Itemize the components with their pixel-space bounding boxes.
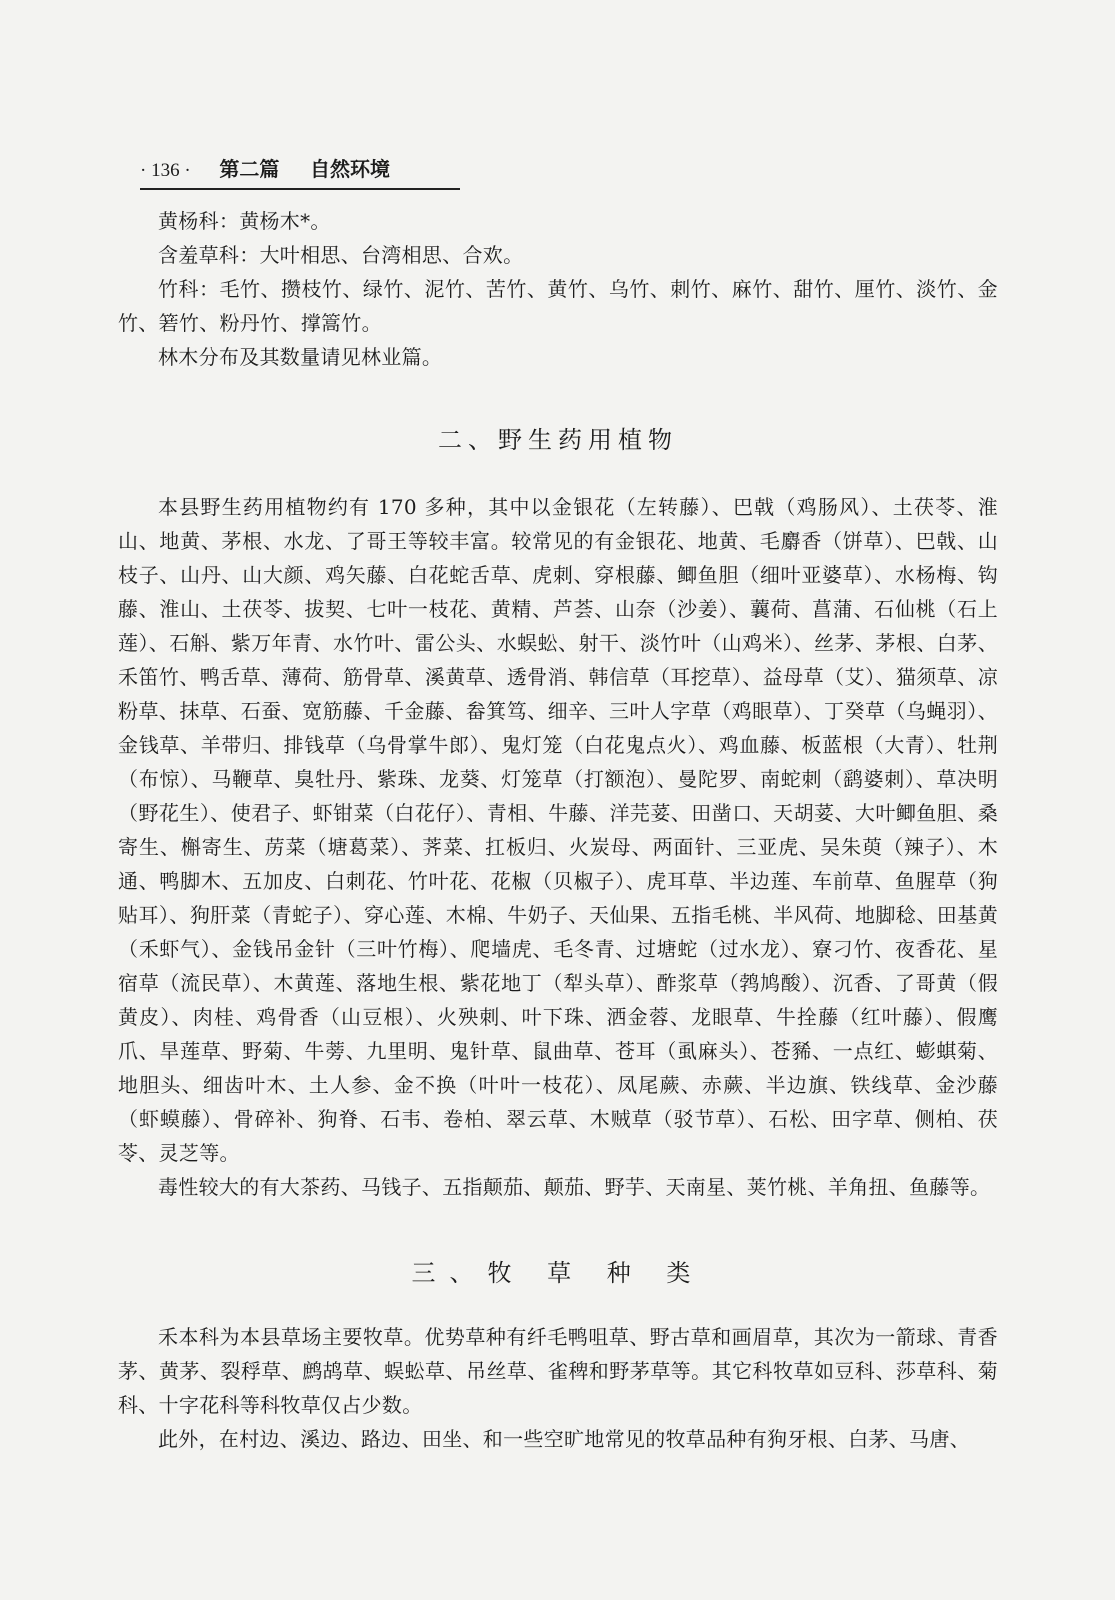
part-title: 第二篇 [219,157,280,181]
forage-grass-block [118,1320,998,1456]
paragraph-toxic-plants: 毒性较大的有大茶药、马钱子、五指颠茄、颠茄、野芋、天南星、荚竹桃、羊角扭、鱼藤等。 [158,1175,991,1199]
intro-block [118,204,998,374]
paragraph-medicinal-list: 本县野生药用植物约有 170 多种，其中以金银花（左转藤）、巴戟（鸡肠风）、土茯苓、淮山、地黄、茅根、水龙、了哥王等较丰富。较常见的有金银花、地黄、毛麝香（饼草）、巴戟、山枝子、山丹、山大颜、鸡矢藤、白花蛇舌草、虎刺、穿根藤、鲫鱼胆（细叶亚婆草）、水杨梅、钩藤、淮山、土茯苓、拔契、七叶一枝花、黄精、芦荟、山奈（沙姜）、蘘荷、菖蒲、石仙桃（石上莲）、石斛、紫万年青、水竹叶、雷公头、水蜈蚣、射干、淡竹叶（山鸡米）、丝茅、茅根、白茅、禾笛竹、鸭舌草、薄荷、筋骨草、溪黄草、透骨消、韩信草（耳挖草）、益母草（艾）、猫须草、凉粉草、抹草、石蚕、宽筋藤、千金藤、畚箕笃、细辛、三叶人字草（鸡眼草）、丁癸草（乌蝇羽）、金钱草、羊带归、排钱草（乌骨掌牛郎）、鬼灯笼（白花鬼点火）、鸡血藤、板蓝根（大青）、牡荆（布惊）、马鞭草、臭牡丹、紫珠、龙葵、灯笼草（打额泡）、曼陀罗、南蛇刺（鹞婆刺）、草决明（野花生）、使君子、虾钳菜（白花仔）、青相、牛藤、洋芫荽、田凿口、天胡荽、大叶鲫鱼胆、桑寄生、槲寄生、苈菜（塘葛菜）、荠菜、扛板归、火炭母、两面针、三亚虎、吴朱萸（辣子）、木通、鸭脚木、五加皮、白刺花、竹叶花、花椒（贝椒子）、虎耳草、半边莲、车前草、鱼腥草（狗贴耳）、狗肝菜（青蛇子）、穿心莲、木棉、牛奶子、天仙果、五指毛桃、半风荷、地脚稔、田基黄（禾虾气）、金钱吊金针（三叶竹梅）、爬墙虎、毛冬青、过塘蛇（过水龙）、寮刁竹、夜香花、星宿草（流民草）、木黄莲、落地生根、紫花地丁（犁头草）、酢浆草（鹁鸠酸）、沉香、了哥黄（假黄皮）、肉桂、鸡骨香（山豆根）、火殃刺、叶下珠、洒金蓉、龙眼草、牛拴藤（红叶藤）、假鹰爪、旱莲草、野菊、牛蒡、九里明、鬼针草、鼠曲草、苍耳（虱麻头）、苍豨、一点红、蟛蜞菊、地胆头、细齿叶木、土人参、金不换（叶叶一枝花）、凤尾蕨、赤蕨、半边旗、铁线草、金沙藤（虾蟆藤）、骨碎补、狗脊、石韦、卷柏、翠云草、木贼草（驳节草）、石松、田字草、侧柏、茯苓、灵芝等。 [118,495,998,1165]
paragraph-buxaceae: 黄杨科：黄杨木*。 [158,209,331,233]
paragraph-mimosaceae: 含羞草科：大叶相思、台湾相思、合欢。 [158,243,524,267]
section-heading-forage-grass: 三、牧 草 种 类 [411,1259,705,1287]
chapter-title: 自然环境 [310,157,391,181]
section-heading-medicinal-plants: 二、野生药用植物 [438,426,678,454]
paragraph-other-forage: 此外，在村边、溪边、路边、田坐、和一些空旷地常见的牧草品种有狗牙根、白茅、马唐、 [158,1427,970,1451]
medicinal-plants-block [118,490,998,1204]
paragraph-gramineae: 禾本科为本县草场主要牧草。优势草种有纤毛鸭咀草、野古草和画眉草，其次为一箭球、青香茅、黄茅、裂稃草、鹧鸪草、蜈蚣草、吊丝草、雀稗和野茅草等。其它科牧草如豆科、莎草科、菊科、十字花科等科牧草仅占少数。 [118,1325,998,1417]
running-header [140,152,460,190]
paragraph-bamboo: 竹科：毛竹、攒枝竹、绿竹、泥竹、苦竹、黄竹、乌竹、刺竹、麻竹、甜竹、厘竹、淡竹、金竹、箬竹、粉丹竹、撑篙竹。 [118,277,998,335]
paragraph-forestry-note: 林木分布及其数量请见林业篇。 [158,345,443,369]
page-number: · 136 · [140,160,191,181]
